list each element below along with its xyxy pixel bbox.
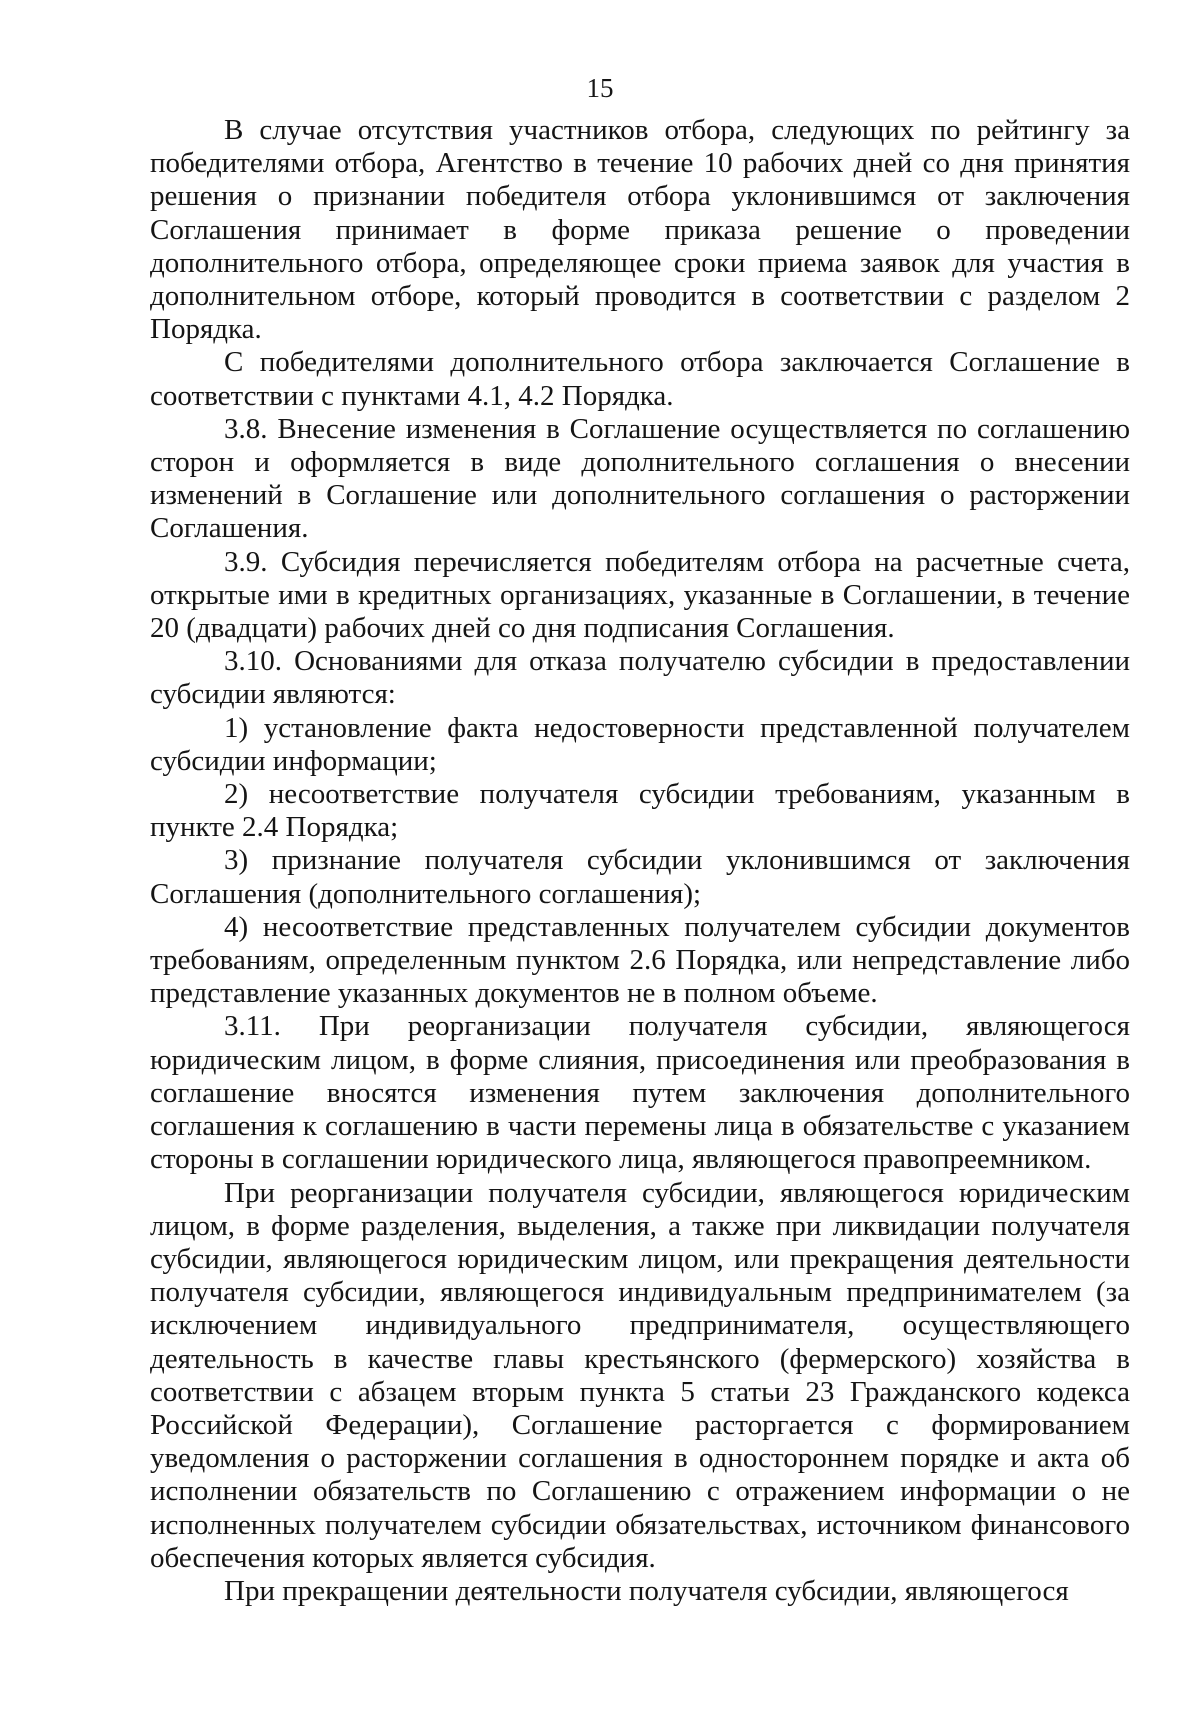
paragraph: 1) установление факта недостоверности представленной получателем субсидии информации; bbox=[150, 711, 1130, 777]
paragraph: С победителями дополнительного отбора заключается Соглашение в соответствии с пунктами 4.1, 4.2 Порядка. bbox=[150, 346, 1130, 412]
paragraph: 3.8. Внесение изменения в Соглашение осуществляется по соглашению сторон и оформляется в виде дополнительного соглашения о внесении изменений в Соглашение или дополнительного соглашения о расторжении Соглашения. bbox=[150, 412, 1130, 545]
paragraph: 4) несоответствие представленных получателем субсидии документов требованиям, определенным пунктом 2.6 Порядка, или непредставление либо представление указанных документов не в полном объеме. bbox=[150, 910, 1130, 1010]
document-body bbox=[150, 114, 1130, 1608]
page-number: 15 bbox=[586, 73, 614, 103]
paragraph: 2) несоответствие получателя субсидии требованиям, указанным в пункте 2.4 Порядка; bbox=[150, 778, 1130, 844]
paragraph: При реорганизации получателя субсидии, являющегося юридическим лицом, в форме разделения, выделения, а также при ликвидации получателя субсидии, являющегося юридическим лицом, или прекращения деятельности получателя субсидии, являющегося индивидуальным предпринимателем (за исключением индивидуального предпринимателя, осуществляющего деятельность в качестве главы крестьянского (фермерского) хозяйства в соответствии с абзацем вторым пункта 5 статьи 23 Гражданского кодекса Российской Федерации), Соглашение расторгается с формированием уведомления о расторжении соглашения в одностороннем порядке и акта об исполнении обязательств по Соглашению с отражением информации о не исполненных получателем субсидии обязательствах, источником финансового обеспечения которых является субсидия. bbox=[150, 1176, 1130, 1574]
paragraph: В случае отсутствия участников отбора, следующих по рейтингу за победителями отбора, Агентство в течение 10 рабочих дней со дня принятия решения о признании победителя отбора уклонившимся от заключения Соглашения принимает в форме приказа решение о проведении дополнительного отбора, определяющее сроки приема заявок для участия в дополнительном отборе, который проводится в соответствии с разделом 2 Порядка. bbox=[150, 114, 1130, 346]
paragraph: 3) признание получателя субсидии уклонившимся от заключения Соглашения (дополнительного соглашения); bbox=[150, 844, 1130, 910]
paragraph: При прекращении деятельности получателя субсидии, являющегося bbox=[224, 1574, 1069, 1607]
paragraph: 3.9. Субсидия перечисляется победителям отбора на расчетные счета, открытые ими в кредитных организациях, указанные в Соглашении, в течение 20 (двадцати) рабочих дней со дня подписания Соглашения. bbox=[150, 545, 1130, 645]
paragraph: 3.11. При реорганизации получателя субсидии, являющегося юридическим лицом, в форме слияния, присоединения или преобразования в соглашение вносятся изменения путем заключения дополнительного соглашения к соглашению в части перемены лица в обязательстве с указанием стороны в соглашении юридического лица, являющегося правопреемником. bbox=[150, 1010, 1130, 1176]
paragraph: 3.10. Основаниями для отказа получателю субсидии в предоставлении субсидии являются: bbox=[150, 645, 1130, 711]
